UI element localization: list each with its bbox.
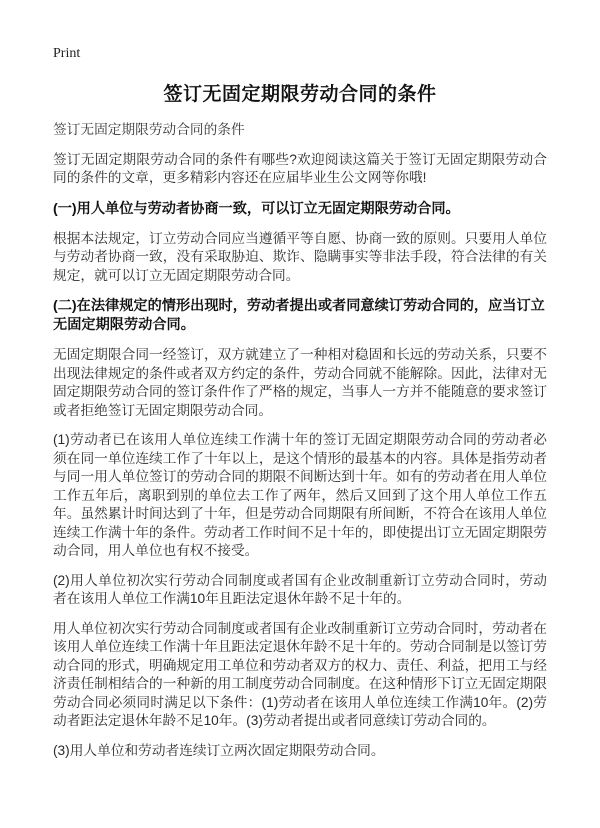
article-body <box>53 151 547 761</box>
section-heading: (二)在法律规定的情形出现时，劳动者提出或者同意续订劳动合同的，应当订立无固定期限劳动合同。 <box>53 298 545 333</box>
article-subtitle: 签订无固定期限劳动合同的条件 <box>53 122 245 137</box>
paragraph: 根据本法规定，订立劳动合同应当遵循平等自愿、协商一致的原则。只要用人单位与劳动者协商一致，没有采取胁迫、欺诈、隐瞒事实等非法手段，符合法律的有关规定，就可以订立无固定期限劳动合同。 <box>53 230 547 283</box>
paragraph: 用人单位初次实行劳动合同制度或者国有企业改制重新订立劳动合同时，劳动者在该用人单位连续工作满十年且距法定退休年龄不足十年的。劳动合同制是以签订劳动合同的形式，明确规定用工单位和劳动者双方的权力、责任、利益，把用工与经济责任制相结合的一种新的用工制度劳动合同制度。在这种情形下订立无固定期限劳动合同必须同时满足以下条件：(1)劳动者在该用人单位连续工作满10年。(2)劳动者距法定退休年龄不足10年。(3)劳动者提出或者同意续订劳动合同的。 <box>53 620 547 728</box>
print-link[interactable]: Print <box>53 46 81 61</box>
section-heading: (一)用人单位与劳动者协商一致，可以订立无固定期限劳动合同。 <box>53 200 460 217</box>
paragraph: (1)劳动者已在该用人单位连续工作满十年的签订无固定期限劳动合同的劳动者必须在同一单位连续工作了十年以上，是这个情形的最基本的内容。具体是指劳动者与同一用人单位签订的劳动合同的期限不间断达到十年。如有的劳动者在用人单位工作五年后，离职到别的单位去工作了两年，然后又回到了这个用人单位工作五年。虽然累计时间达到了十年，但是劳动合同期限有所间断，不符合在该用人单位连续工作满十年的条件。劳动者工作时间不足十年的，即使提出订立无固定期限劳动合同，用人单位也有权不接受。 <box>53 432 547 558</box>
paragraph: 无固定期限合同一经签订，双方就建立了一种相对稳固和长远的劳动关系，只要不出现法律规定的条件或者双方约定的条件，劳动合同就不能解除。因此，法律对无固定期限劳动合同的签订条件作了严格的规定，当事人一方并不能随意的要求签订或者拒绝签订无固定期限劳动合同。 <box>53 347 547 418</box>
paragraph: (2)用人单位初次实行劳动合同制度或者国有企业改制重新订立劳动合同时，劳动者在该用人单位工作满10年且距法定退休年龄不足十年的。 <box>53 572 547 606</box>
paragraph: (3)用人单位和劳动者连续订立两次固定期限劳动合同。 <box>53 742 385 758</box>
paragraph: 签订无固定期限劳动合同的条件有哪些?欢迎阅读这篇关于签订无固定期限劳动合同的条件的文章，更多精彩内容还在应届毕业生公文网等你哦! <box>53 151 547 185</box>
page-title: 签订无固定期限劳动合同的条件 <box>163 84 437 105</box>
